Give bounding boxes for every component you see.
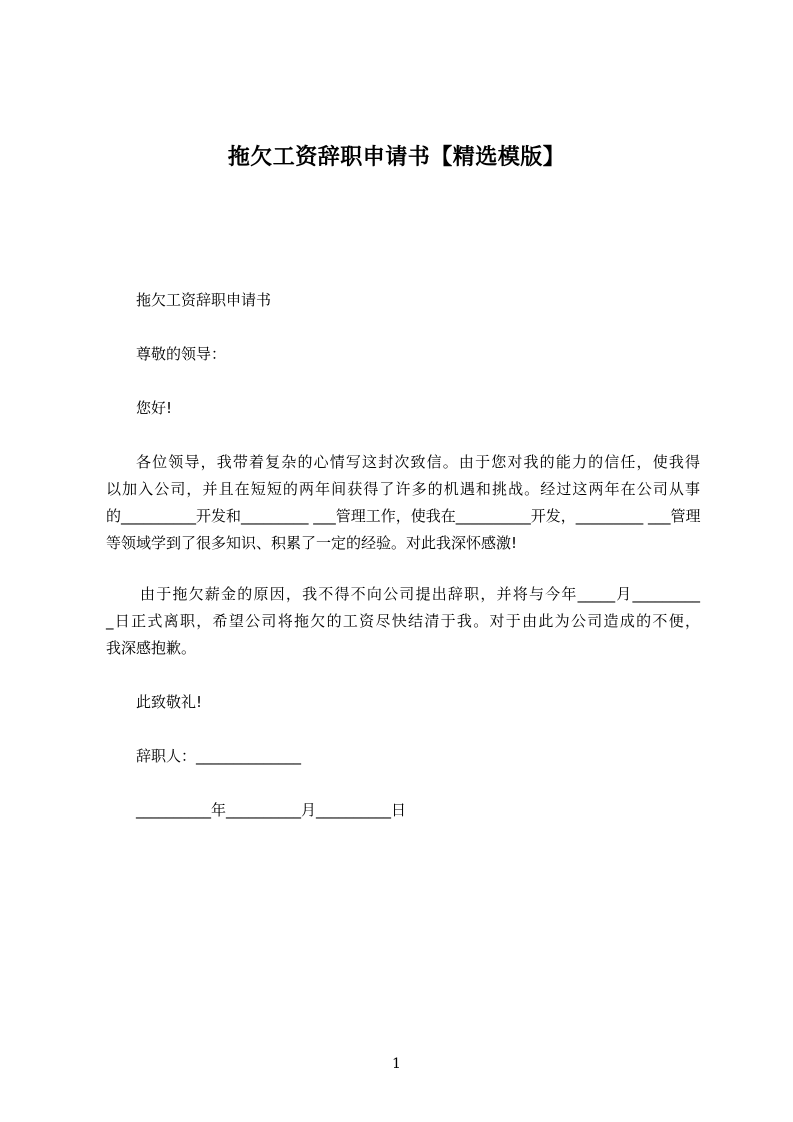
paragraph-line: 我深感抱歉。 <box>106 639 197 657</box>
greeting: 您好! <box>136 399 173 417</box>
signature-line: 辞职人：______________ <box>136 747 302 765</box>
salutation: 尊敬的领导： <box>136 345 227 363</box>
letter-heading: 拖欠工资辞职申请书 <box>136 291 272 309</box>
page-title: 拖欠工资辞职申请书【精选模版】 <box>227 145 566 170</box>
paragraph-line: 由于拖欠薪金的原因，我不得不向公司提出辞职，并将与今年_____月_________ <box>140 585 700 603</box>
paragraph-line: _日正式离职，希望公司将拖欠的工资尽快结清于我。对于由此为公司造成的不便， <box>106 612 700 630</box>
closing: 此致敬礼! <box>136 693 203 711</box>
page-number: 1 <box>392 1056 401 1072</box>
date-line: __________年__________月__________日 <box>136 801 407 819</box>
paragraph-line: 各位领导，我带着复杂的心情写这封次致信。由于您对我的能力的信任，使我得 <box>136 453 700 471</box>
paragraph-line: 以加入公司，并且在短短的两年间获得了许多的机遇和挑战。经过这两年在公司从事 <box>106 480 700 498</box>
paragraph-line: 等领域学到了很多知识、积累了一定的经验。对此我深怀感激! <box>106 534 518 552</box>
paragraph-line: 的__________开发和_________ ___管理工作，使我在__________开发，_________ ___管理 <box>106 507 701 525</box>
